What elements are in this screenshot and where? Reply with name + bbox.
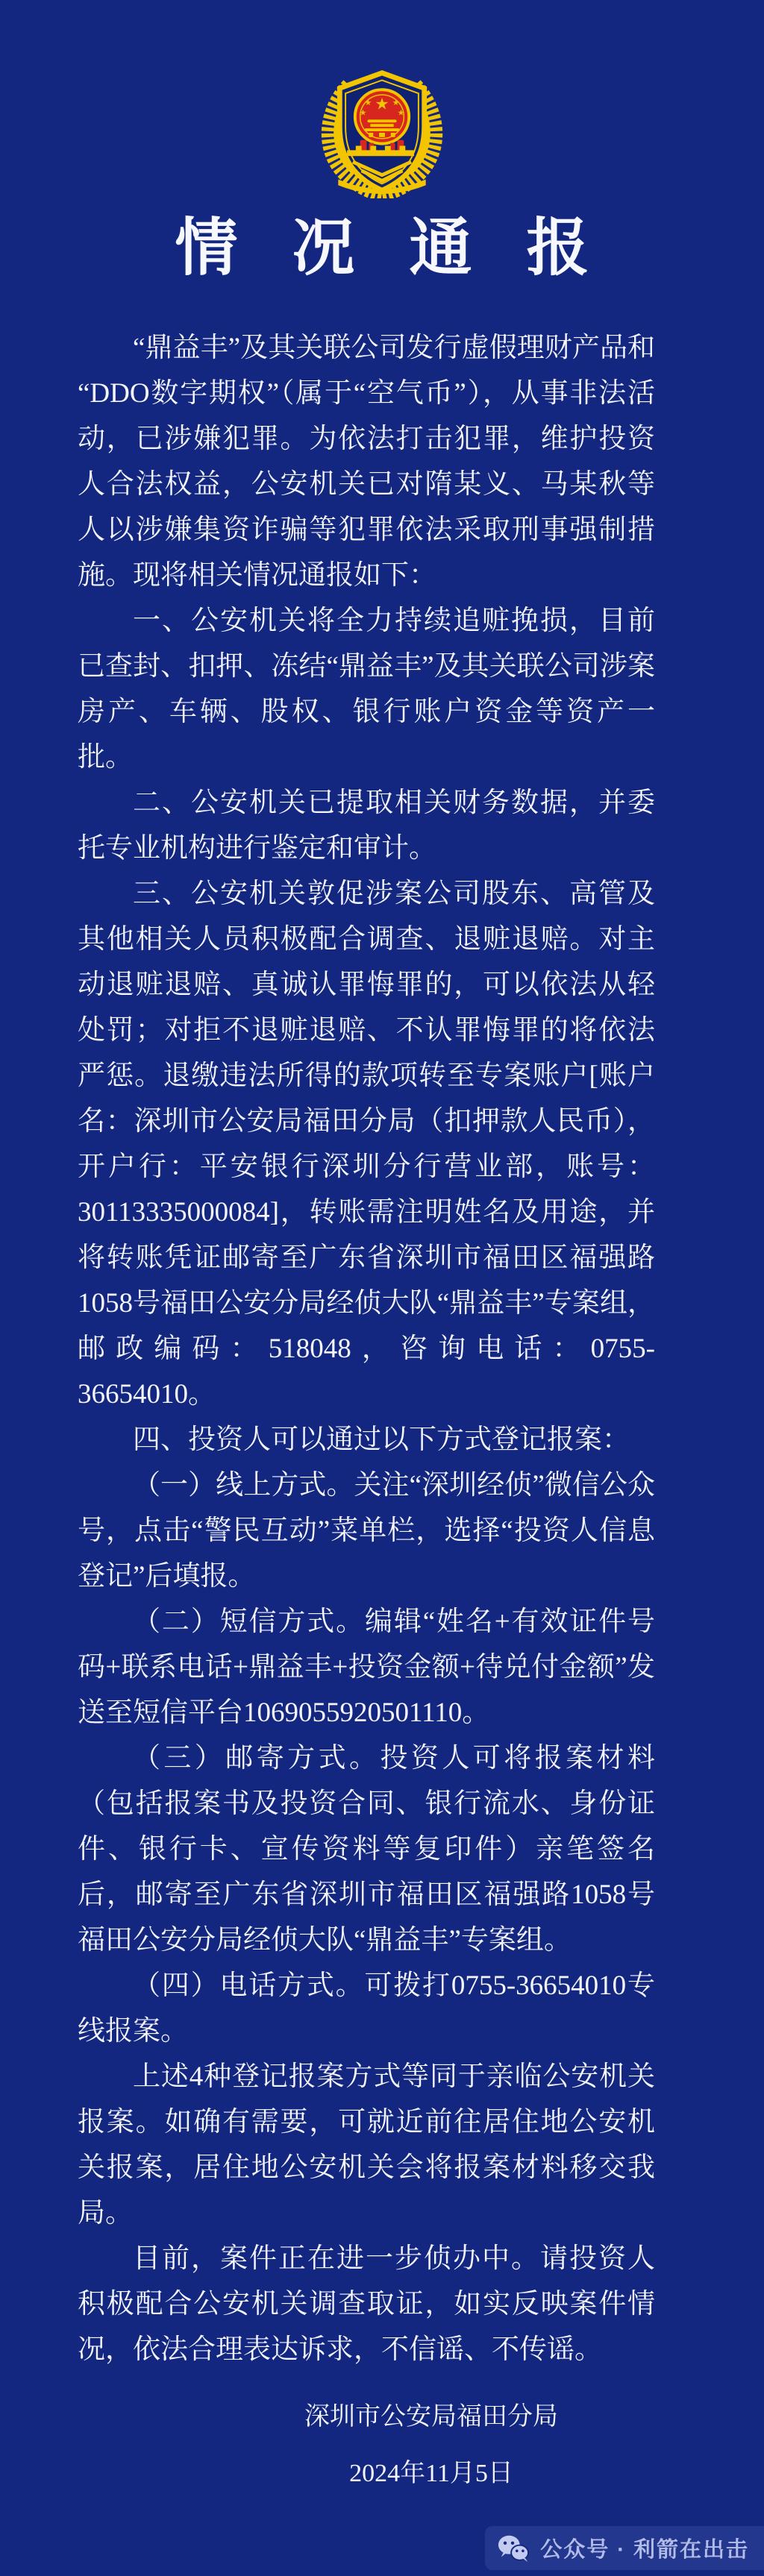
paragraph-intro: “鼎益丰”及其关联公司发行虚假理财产品和“DDO数字期权”（属于“空气币”），从事非法活动，已涉嫌犯罪。为依法打击犯罪，维护投资人合法权益，公安机关已对隋某义、马某秋等人以涉嫌集资诈骗等犯罪依法采取刑事强制措施。现将相关情况通报如下： [78,333,655,591]
paragraph-equivalence-note: 上述4种登记报案方式等同于亲临公安机关报案。如确有需要，可就近前往居住地公安机关报案，居住地公安机关会将报案材料移交我局。 [78,2061,655,2228]
paragraph-closing: 目前，案件正在进一步侦办中。请投资人积极配合公安机关调查取证，如实反映案件情况，依法合理表达诉求，不信谣、不传谣。 [78,2243,655,2365]
svg-text:★: ★ [364,97,372,107]
wechat-account-badge [485,2526,764,2570]
paragraph-method-sms: （二）短信方式。编辑“姓名+有效证件号码+联系电话+鼎益丰+投资金额+待兑付金额”发送至短信平台1069055920501110。 [78,1606,655,1728]
emblem-container [0,64,764,198]
paragraph-item-1: 一、公安机关将全力持续追赃挽损，目前已查封、扣押、冻结“鼎益丰”及其关联公司涉案房产、车辆、股权、银行账户资金等资产一批。 [78,606,655,773]
paragraph-method-online: （一）线上方式。关注“深圳经侦”微信公众号，点击“警民互动”菜单栏，选择“投资人信息登记”后填报。 [78,1470,655,1592]
svg-text:★: ★ [397,107,405,118]
paragraph-item-3: 三、公安机关敦促涉案公司股东、高管及其他相关人员积极配合调查、退赃退赔。对主动退赃退赔、真诚认罪悔罪的，可以依法从轻处罚；对拒不退赃退赔、不认罪悔罪的将依法严惩。退缴违法所得的款项转至专案账户[账户名：深圳市公安局福田分局（扣押款人民币），开户行：平安银行深圳分行营业部，账号：30113335000084]，转账需注明姓名及用途，并将转账凭证邮寄至广东省深圳市福田区福强路1058号福田公安分局经侦大队“鼎益丰”专案组，邮政编码：518048，咨询电话：0755-36654010。 [78,879,655,1410]
issuing-authority: 深圳市公安局福田分局 [304,2403,558,2431]
svg-text:★: ★ [375,95,389,114]
svg-text:★: ★ [392,97,400,107]
paragraph-item-2: 二、公安机关已提取相关财务数据，并委托专业机构进行鉴定和审计。 [78,788,655,864]
paragraph-method-mail: （三）邮寄方式。投资人可将报案材料（包括报案书及投资合同、银行流水、身份证件、银行卡、宣传资料等复印件）亲笔签名后，邮寄至广东省深圳市福田区福强路1058号福田公安分局经侦大队“鼎益丰”专案组。 [78,1743,655,1955]
issue-date: 2024年11月5日 [349,2459,513,2487]
paragraph-item-4: 四、投资人可以通过以下方式登记报案： [133,1424,630,1455]
page-title: 情 况 通 报 [175,214,609,283]
signature-block [0,2400,764,2491]
paragraph-method-phone: （四）电话方式。可拨打0755-36654010专线报案。 [78,1970,655,2046]
wechat-account-label: 公众号 · 利箭在出击 [540,2538,749,2562]
svg-text:★: ★ [359,107,367,118]
wechat-icon [497,2533,530,2563]
china-police-badge-icon [316,64,448,198]
notice-body [0,325,764,2372]
